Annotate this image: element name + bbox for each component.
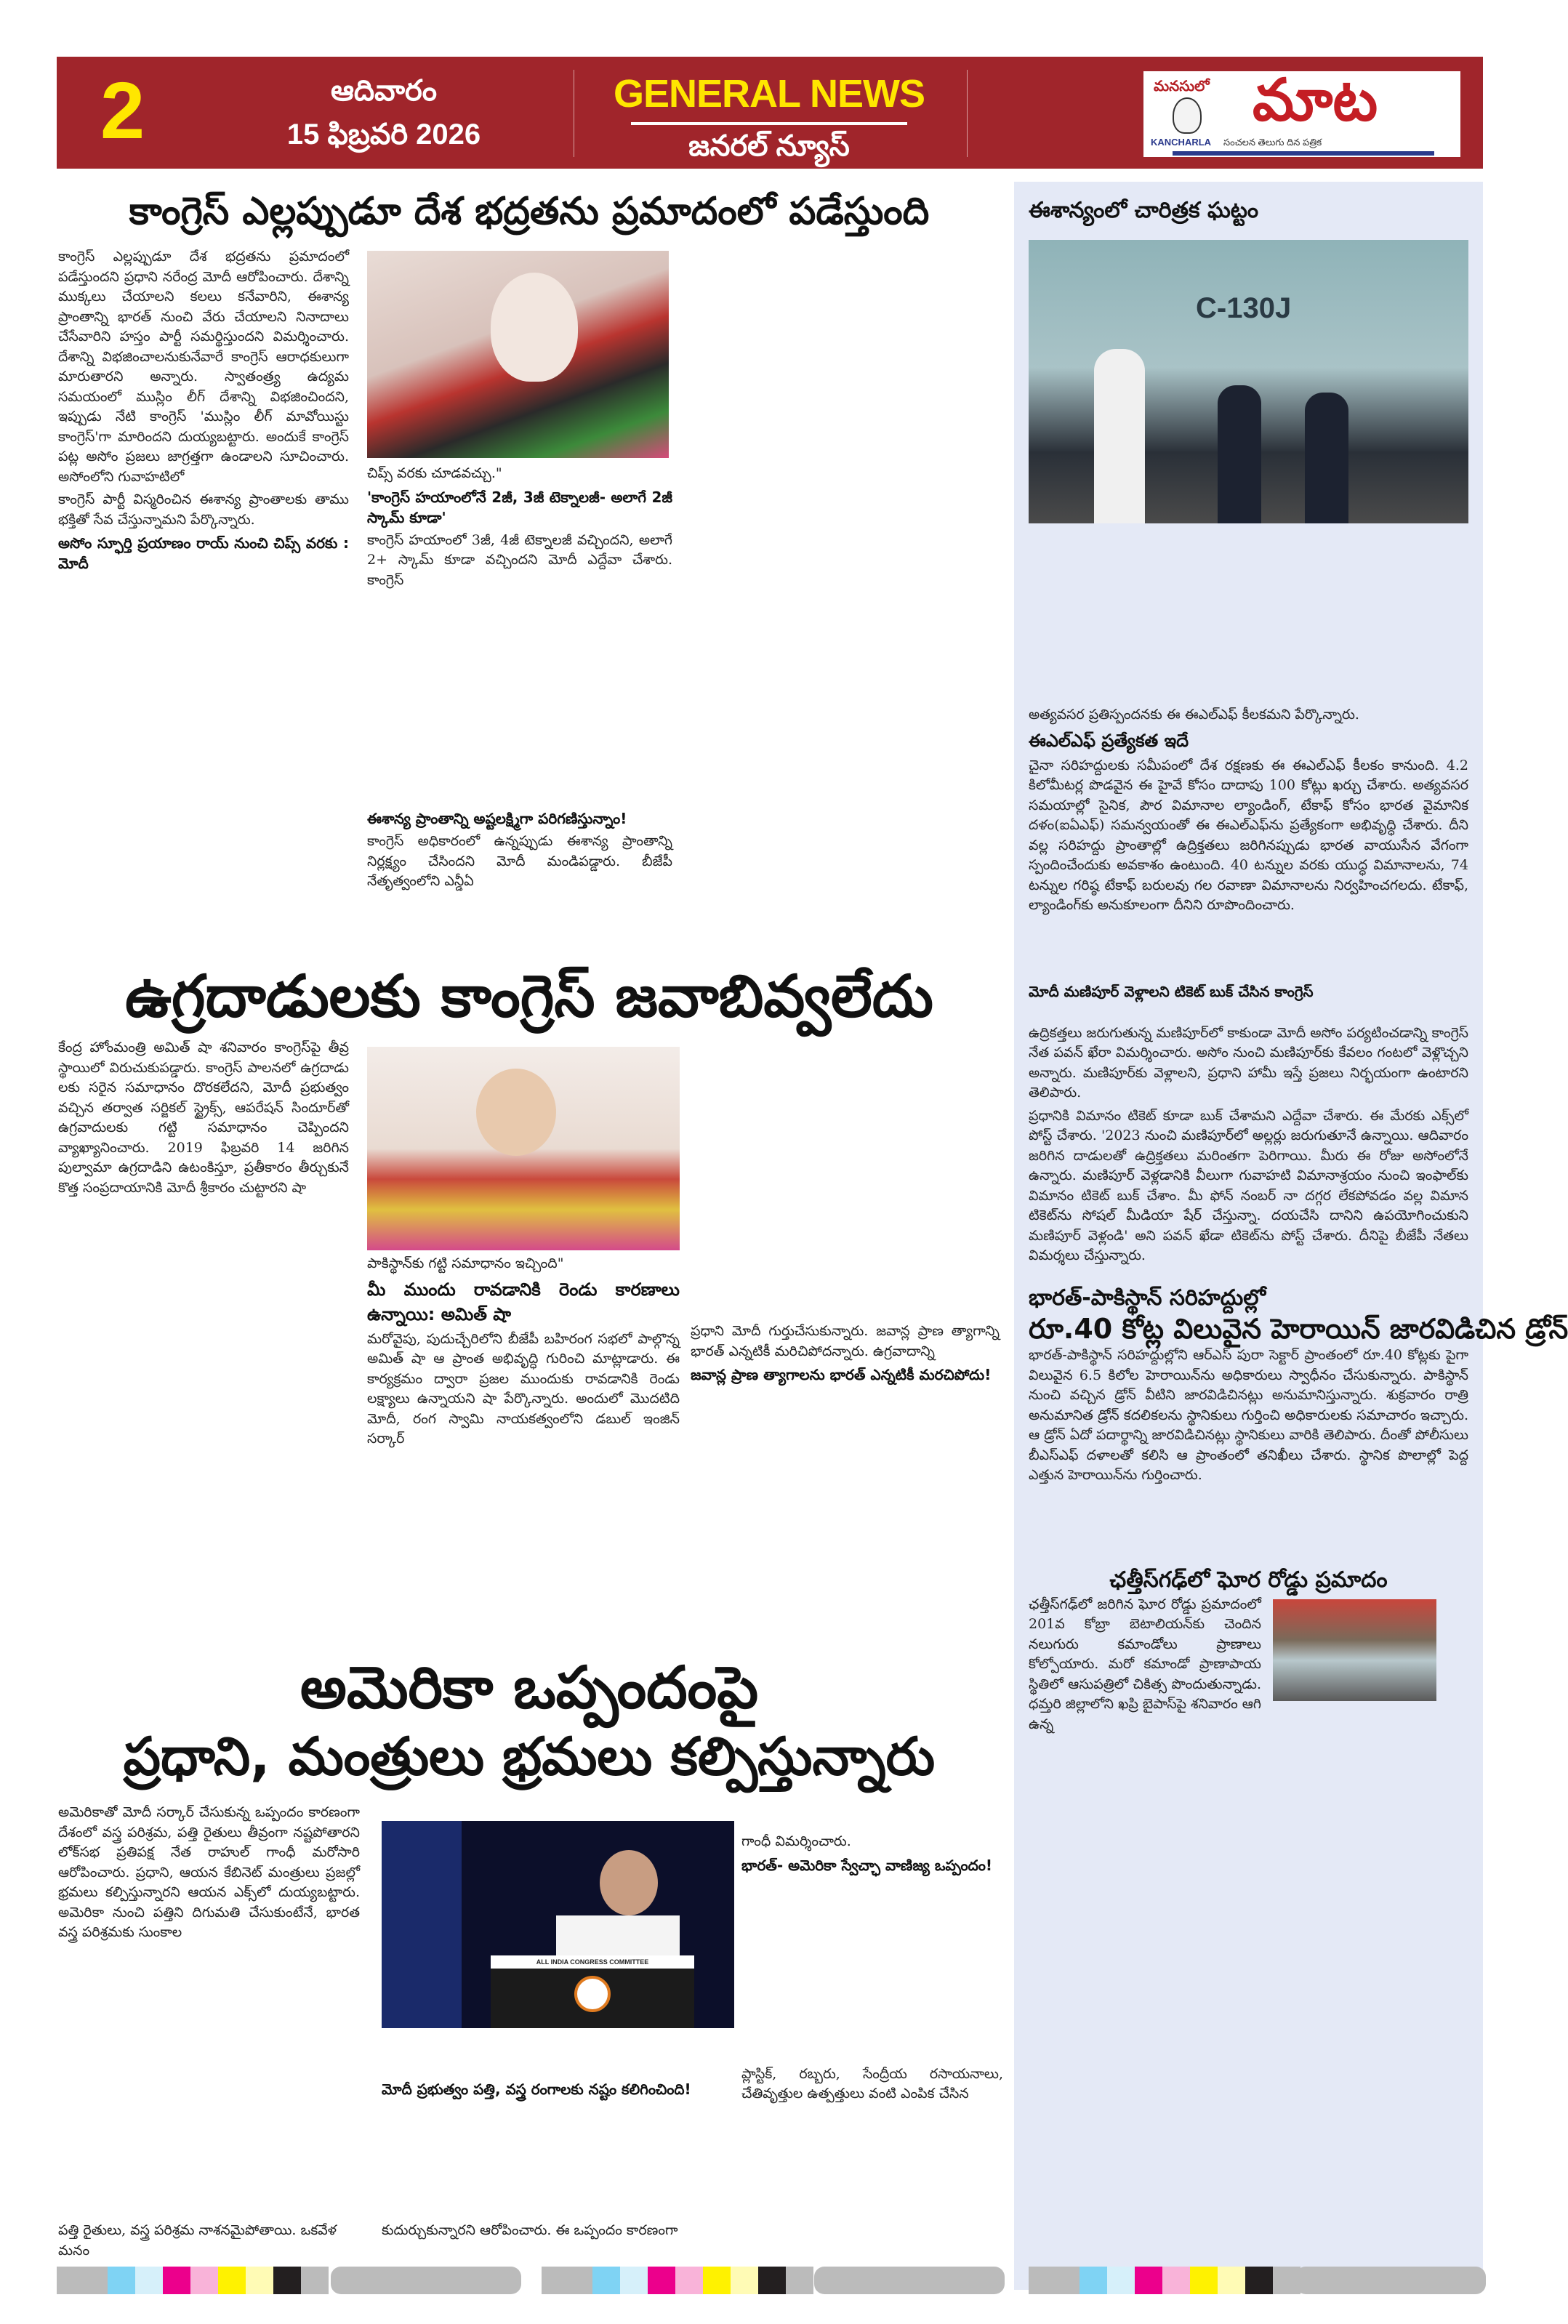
color-swatch (1190, 2267, 1218, 2294)
logo-title: మాట (1253, 68, 1378, 132)
divider (967, 70, 968, 157)
sidebar-paragraph: ప్రధానికి విమానం టికెట్ కూడా బుక్ చేశామని ఎద్దేవా చేశారు. ఈ మేరకు ఎక్స్‌లో పోస్ట్ చేశారు. '2023 నుంచి మణిపూర్‌లో అల్లర్లు జరుగుతూనే ఉన్నాయి. ఆదివారం జరిగిన దాడులతో ఉద్రిక్తతలు మరింతగా పెరిగాయి. మీరు ఈ రోజు అసోంలోనే ఉన్నారు. మణిపూర్ వెళ్లడానికి వీలుగా గువాహటి విమానాశ్రయం నుంచి ఇంఫాల్‌కు విమానం టికెట్ బుక్ చేశాం. మీ ఫోన్ నంబర్ నా దగ్గర లేకపోవడం వల్ల విమాన టికెట్‌ను సోషల్ మీడియా షేర్ చేస్తున్నా. దయచేసి దానిని ఉపయోగించుకుని మణిపూర్ వెళ్లండి' అని పవన్ ఖేడా టికెట్‌ను పోస్ట్ చేశారు. దీనిపై బీజేపీ నేతలు విమర్శలు చేస్తున్నారు. (1029, 1107, 1468, 1263)
story2-kicker: భారత్-పాకిస్థాన్ సరిహద్దుల్లో (1029, 1284, 1266, 1311)
gray-registration-bar (1295, 2267, 1486, 2294)
color-swatch (246, 2267, 273, 2294)
sidebar-paragraph: ఉద్రికత్తలు జరుగుతున్న మణిపూర్‌లో కాకుండా మోదీ అసోం పర్యటించడాన్ని కాంగ్రెస్ నేత పవన్ ఖేరా విమర్శించారు. అసోం నుంచి మణిపూర్‌కు కేవలం గంటలో వెళ్లొచ్చని అన్నారు. మణిపూర్‌కు వెళ్లాలని, ప్రధాని హామీ ఇస్తే ప్రజలు నిర్భయంగా ఉంటారని తెలిపారు. (1029, 1024, 1468, 1101)
color-swatch (1135, 2267, 1162, 2294)
article1-paragraph: కాంగ్రెస్ ఎల్లప్పుడూ దేశ భద్రతను ప్రమాదంలో పడేస్తుందని ప్రధాని నరేంద్ర మోదీ ఆరోపించారు. దేశాన్ని ముక్కలు చేయాలని కలలు కనేవారిని, ఈశాన్య ప్రాంతాన్ని భారత్ నుంచి వేరు చేయాలని నినాదాలు చేసేవారిని హస్తం పార్టీ సమర్థిస్తుందని విమర్శించారు. దేశాన్ని విభజించాలనుకునేవారే కాంగ్రెస్ ఆరాధకులుగా మారుతారని అన్నారు. స్వాతంత్ర్య ఉద్యమ సమయంలో ముస్లిం లీగ్ దేశాన్ని విభజించిందని, ఇప్పుడు నేటి కాంగ్రెస్ 'ముస్లిం లీగ్ మావోయిస్టు కాంగ్రెస్'గా మారిందని దుయ్యబట్టారు. అందుకే కాంగ్రెస్ పట్ల అసోం ప్రజలు జాగ్రత్తగా ఉండాలని సూచించారు. అసోంలోని గువాహటిలో (58, 249, 349, 485)
sidebar-subhead: ఈఎల్ఎఫ్ ప్రత్యేకత ఇదే (1029, 730, 1189, 751)
article3-headline-line2: ప్రధాని, మంత్రులు భ్రమలు కల్పిస్తున్నారు (123, 1726, 936, 1787)
article3-paragraph: అమెరికాతో మోదీ సర్కార్ చేసుకున్న ఒప్పందం కారణంగా దేశంలో వస్త్ర పరిశ్రమ, పత్తి రైతులు తీవ్రంగా నష్టపోతారని లోక్‌సభ ప్రతిపక్ష నేత రాహుల్ గాంధీ మరోసారి ఆరోపించారు. ప్రధాని, ఆయన కేబినెట్ మంత్రులు ప్రజల్లో భ్రమలు కల్పిస్తున్నారని ఆయన ఎక్స్‌లో దుయ్యబట్టారు. అమెరికా నుంచి పత్తిని దిగుమతి చేసుకుంటేనే, భారత వస్త్ర పరిశ్రమకు సుంకాల (58, 1804, 360, 1940)
aircraft-label: C-130J (1196, 292, 1292, 324)
gray-registration-bar (814, 2267, 1005, 2294)
date-label: 15 ఫిబ్రవరి 2026 (286, 118, 481, 150)
podium (491, 1955, 694, 2028)
article2-subhead: జవాన్ల ప్రాణ త్యాగాలను భారత్ ఎన్నటికీ మరచిపోదు! (691, 1366, 992, 1383)
article2-col2 (367, 1254, 680, 1646)
color-swatch (190, 2267, 218, 2294)
amit-shah-photo (367, 1047, 680, 1250)
color-swatch (1218, 2267, 1245, 2294)
color-swatch (620, 2267, 648, 2294)
article2-paragraph: మరోవైపు, పుదుచ్చేరిలోని బీజేపీ బహిరంగ సభలో పాల్గొన్న అమిత్ షా ఆ ప్రాంత అభివృద్ధి గురించి మాట్లాడారు. ఈ కార్యక్రమం ద్వారా ప్రజల ముందుకు రావడానికి రెండు లక్ష్యాలు ఉన్నాయని షా పేర్కొన్నారు. అందులో మొదటిది మోదీ, రంగ స్వామి నాయకత్వంలోని డబుల్ ఇంజిన్ సర్కార్ (367, 1330, 680, 1447)
congress-hand-icon (574, 1976, 611, 2012)
article1-paragraph: కాంగ్రెస్ పార్టీ విస్మరించిన ఈశాన్య ప్రాంతాలకు తాము భక్తితో సేవ చేస్తున్నామని పేర్కొన్నారు. (58, 491, 349, 528)
color-swatch (786, 2267, 813, 2294)
article2-headline: ఉగ్రదాడులకు కాంగ్రెస్ జవాబివ్వలేదు (125, 962, 933, 1030)
article3-paragraph: ప్లాస్టిక్, రబ్బరు, సేంద్రీయ రసాయనాలు, చేతివృత్తుల ఉత్పత్తులు వంటి ఎంపిక చేసిన (741, 2065, 1003, 2102)
color-bar (542, 2267, 813, 2294)
story2-headline: రూ.40 కోట్ల విలువైన హెరాయిన్ జారవిడిచిన డ్రోన్ (1029, 1312, 1568, 1345)
color-bar (57, 2267, 329, 2294)
article1-paragraph: చిప్స్ వరకు చూడవచ్చు." (367, 465, 502, 481)
aircraft-photo (1029, 240, 1468, 523)
logo-bar (1173, 151, 1434, 156)
article1-subhead: ఈశాన్య ప్రాంతాన్ని అష్టలక్ష్మిగా పరిగణిస్తున్నాం! (367, 810, 627, 827)
article2-col3 (691, 1038, 1000, 1646)
article3-paragraph: గాంధీ విమర్శించారు. (741, 1833, 851, 1849)
color-bar (1029, 2267, 1300, 2294)
gray-registration-bar (331, 2267, 521, 2294)
color-swatch (57, 2267, 108, 2294)
color-swatch (1079, 2267, 1107, 2294)
page-number: 2 (100, 66, 145, 156)
color-swatch (758, 2267, 786, 2294)
logo-portrait-icon (1173, 97, 1202, 134)
article3-headline-line1: అమెరికా ఒప్పందంపై (299, 1654, 759, 1721)
color-swatch (301, 2267, 329, 2294)
day-label: ఆదివారం (330, 75, 438, 107)
sidebar-panel (1014, 182, 1568, 2290)
article3-col1-end: పత్తి రైతులు, వస్త్ర పరిశ్రమ నాశనమైపోతాయి. ఒకవేళ మనం (58, 2222, 337, 2259)
article2-paragraph: ప్రధాని మోదీ గుర్తుచేసుకున్నారు. జవాన్ల ప్రాణ త్యాగాన్ని భారత్ ఎన్నటికీ మరిచిపోదన్నారు. ఉగ్రవాదాన్ని (691, 1323, 1000, 1359)
photo-figure (491, 273, 578, 382)
color-swatch (108, 2267, 135, 2294)
podium-label: ALL INDIA CONGRESS COMMITTEE (491, 1955, 694, 1969)
sidebar-text (1029, 531, 1568, 2261)
article1-subhead: 'కాంగ్రెస్ హయాంలోనే 2జీ, 3జీ టెక్నాలజీ- అలాగే 2జీ స్కామ్ కూడా' (367, 488, 672, 526)
photo-banner (382, 1821, 462, 2028)
color-swatch (675, 2267, 703, 2294)
logo-tagline: సంచలన తెలుగు దిన పత్రిక (1223, 137, 1322, 148)
newspaper-logo (1143, 68, 1460, 157)
article1-paragraph: కాంగ్రెస్ హయాంలో 3జీ, 4జీ టెక్నాలజీ వచ్చిందని, అలాగే 2+ స్కామ్ కూడా వచ్చిందని మోదీ ఎద్దేవా చేశారు. కాంగ్రెస్ (367, 531, 672, 588)
story2-paragraph: భారత్-పాకిస్థాన్ సరిహద్దుల్లోని ఆర్ఎస్ పురా సెక్టార్ ప్రాంతంలో రూ.40 కోట్లకు పైగా విలువైన 6.5 కిలోల హెరాయిన్‌ను అధికారులు స్వాధీనం చేసుకున్నారు. పాకిస్థాన్ నుంచి వచ్చిన డ్రోన్ వీటిని జారవిడిచినట్లు అనుమానిస్తున్నారు. శుక్రవారం రాత్రి అనుమానిత డ్రోన్ కదలికలను స్థానికులు గుర్తించి అధికారులకు సమాచారం ఇచ్చారు. ఆ డ్రోన్ ఏదో పదార్థాన్ని జారవిడిచినట్లు స్థానికులు వారికి తెలిపారు. దీంతో పోలీసులు బీఎస్ఎఫ్ దళాలతో కలిసి ఆ ప్రాంతంలో తనిఖీలు చేశారు. స్థానిక పొలాల్లో పెద్ద ఎత్తున హెరాయిన్‌ను గుర్తించారు. (1029, 1347, 1468, 1484)
color-swatch (273, 2267, 301, 2294)
story3-headline: ఛత్తీస్‌గఢ్‌లో ఘోర రోడ్డు ప్రమాదం (1109, 1567, 1388, 1593)
color-swatch (163, 2267, 190, 2294)
rahul-gandhi-photo (382, 1821, 734, 2028)
photo-figure (600, 1850, 658, 1915)
article2-subhead: మీ ముందు రావడానికి రెండు కారణాలు ఉన్నాయి: అమిత్ షా (367, 1279, 680, 1324)
section-title-en: GENERAL NEWS (613, 72, 925, 116)
article1-paragraph: కాంగ్రెస్ అధికారంలో ఉన్నప్పుడు ఈశాన్య ప్రాంతాన్ని నిర్లక్ష్యం చేసిందని మోదీ మండిపడ్డారు. బీజేపీ నేతృత్వంలోని ఎన్డీఏ (367, 833, 672, 889)
masthead (57, 57, 1483, 169)
color-swatch (592, 2267, 620, 2294)
article1-col3 (691, 247, 1000, 938)
logo-brand: KANCHARLA (1151, 137, 1212, 148)
color-swatch (1107, 2267, 1135, 2294)
article1-col2 (367, 464, 672, 936)
color-swatch (648, 2267, 675, 2294)
article1-subhead: అసోం స్ఫూర్తి ప్రయాణం రాయ్ నుంచి చిప్స్ వరకు : మోదీ (58, 534, 349, 572)
color-swatch (1162, 2267, 1190, 2294)
photo-figure (1094, 349, 1145, 523)
article3-col2 (382, 2035, 734, 2210)
article2-col1 (58, 1038, 349, 1646)
sidebar-title: ఈశాన్యంలో చారిత్రక ఘట్టం (1029, 198, 1259, 223)
section-title-te: జనరల్ న్యూస్ (688, 130, 850, 162)
accident-photo (1273, 1599, 1436, 1701)
article1-col1 (58, 247, 349, 938)
photo-figure (1305, 393, 1348, 523)
sidebar-paragraph: అత్యవసర ప్రతిస్పందనకు ఈ ఈఎల్ఎఫ్ కీలకమని పేర్కొన్నారు. (1029, 707, 1359, 723)
color-swatch (135, 2267, 163, 2294)
article3-subhead: మోదీ ప్రభుత్వం పత్తి, వస్త్ర రంగాలకు నష్టం కలిగించింది! (382, 2080, 691, 2098)
photo-figure (476, 1069, 556, 1156)
section-rule (631, 122, 907, 125)
logo-small-text: మనసులో (1154, 79, 1210, 95)
story3-paragraph: ఛత్తీస్‌గఢ్‌లో జరిగిన ఘోర రోడ్డు ప్రమాదంలో 201వ కోబ్రా బెటాలియన్‌కు చెందిన నలుగురు కమాండోలు ప్రాణాలు కోల్పోయారు. మరో కమాండో ప్రాణాపాయ స్థితిలో ఆసుపత్రిలో చికిత్స పొందుతున్నాడు. ధమ్తరి జిల్లాలోని ఖప్రి బైపాస్‌పై శనివారం ఆగి ఉన్న (1029, 1596, 1261, 1732)
sidebar-paragraph: చైనా సరిహద్దులకు సమీపంలో దేశ రక్షణకు ఈ ఈఎల్ఎఫ్ కీలకం కానుంది. 4.2 కిలోమీటర్ల పొడవైన ఈ హైవే కోసం దాదాపు 100 కోట్లు ఖర్చు చేశారు. అత్యవసర సమయాల్లో సైనిక, పౌర విమానాల ల్యాండింగ్, టేకాఫ్ కోసం భారత వైమానిక దళం(ఐఏఎఫ్) సమన్వయంతో ఈ ఈఎల్ఎఫ్‌ను ప్రత్యేకంగా అభివృద్ధి చేశారు. దీని వల్ల సరిహద్దు ప్రాంతాల్లో ఉద్రిక్తతలు జరిగినప్పుడు భారత వాయుసేన వేగంగా స్పందించేందుకు అవకాశం ఉంటుంది. 40 టన్నుల వరకు యుద్ధ విమానాలను, 74 టన్నుల గరిష్ఠ టేకాఫ్ బరులవు గల రవాణా విమానాలను నిర్వహించగలదు. టేకాఫ్, ల్యాండింగ్‌కు అనుకూలంగా దీనిని రూపొందించారు. (1029, 757, 1468, 913)
article3-col3 (741, 1803, 1003, 2239)
sidebar-subhead: మోదీ మణిపూర్ వెళ్లాలని టికెట్ బుక్ చేసిన కాంగ్రెస్ (1029, 982, 1314, 1000)
color-swatch (218, 2267, 246, 2294)
color-swatch (731, 2267, 758, 2294)
color-swatch (1245, 2267, 1273, 2294)
color-swatch (1029, 2267, 1079, 2294)
article2-caption: పాకిస్థాన్‌కు గట్టి సమాధానం ఇచ్చింది" (367, 1255, 564, 1271)
modi-speech-photo (367, 251, 669, 458)
article3-subhead: భారత్- అమెరికా స్వేచ్ఛా వాణిజ్య ఒప్పందం! (741, 1856, 992, 1874)
article3-col1 (58, 1803, 360, 2210)
photo-figure (1218, 385, 1261, 523)
color-swatch (542, 2267, 592, 2294)
article1-headline: కాంగ్రెస్ ఎల్లప్పుడూ దేశ భద్రతను ప్రమాదంలో పడేస్తుంది (129, 190, 930, 233)
article2-paragraph: కేంద్ర హోంమంత్రి అమిత్ షా శనివారం కాంగ్రెస్‌పై తీవ్ర స్థాయిలో విరుచుకుపడ్డారు. కాంగ్రెస్ పాలనలో ఉగ్రదాడు లకు సరైన సమాధానం దొరకలేదని, మోదీ ప్రభుత్వం వచ్చిన తర్వాత సర్జికల్ స్ట్రైక్స్, ఆపరేషన్ సిందూర్‌తో ఉగ్రవాదులకు గట్టి సమాధానం చెప్పిందని వ్యాఖ్యానించారు. 2019 ఫిబ్రవరి 14 జరిగిన పుల్వామా ఉగ్రదాడిని ఉటంకిస్తూ, ప్రతీకారం తీర్చుకునే కొత్త సంప్రదాయానికి మోదీ శ్రీకారం చుట్టారని షా (58, 1040, 349, 1196)
color-swatch (703, 2267, 731, 2294)
article3-col2-end: కుదుర్చుకున్నారని ఆరోపించారు. ఈ ఒప్పందం కారణంగా (382, 2222, 678, 2238)
